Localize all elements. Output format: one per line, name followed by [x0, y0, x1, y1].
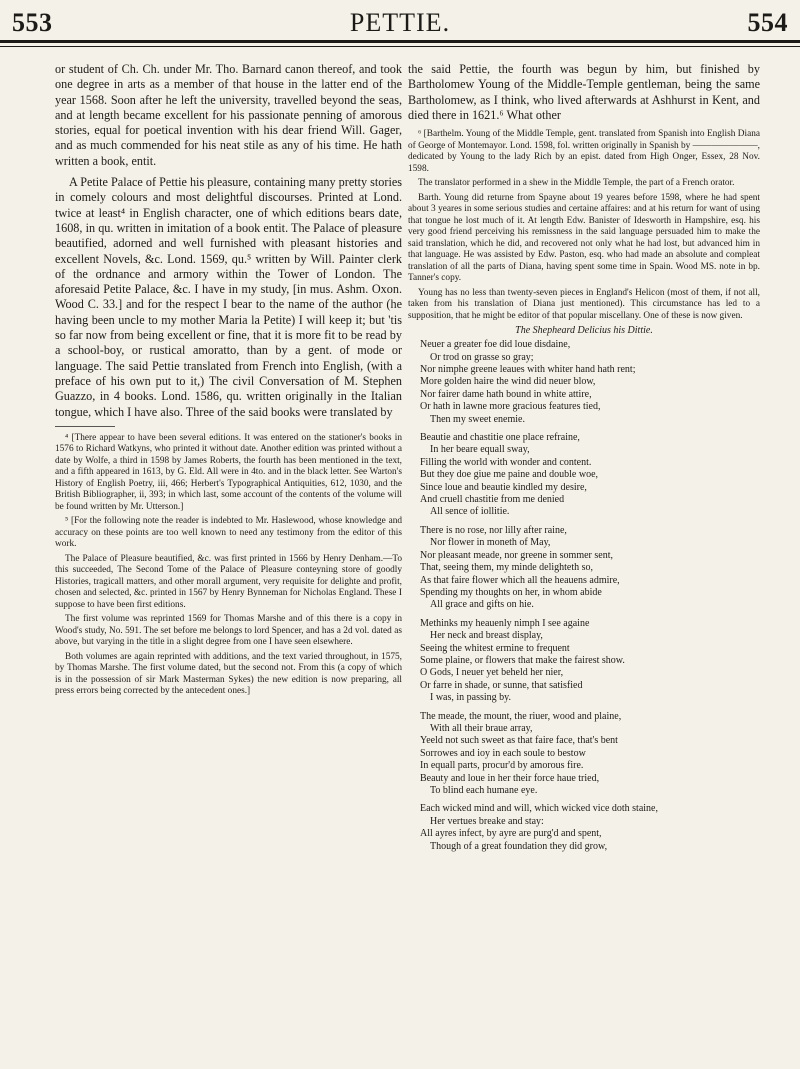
- poem-line: Then my sweet enemie.: [430, 413, 525, 425]
- poem-line: Sorrowes and ioy in each soule to bestow: [420, 747, 586, 759]
- header-rule: [0, 40, 800, 43]
- right-column: [408, 62, 760, 1062]
- page-number-left: 553: [12, 8, 53, 37]
- poem-line: In her beare equall sway,: [430, 444, 530, 456]
- poem-line: Or farre in shade, or sunne, that satisfied: [420, 679, 583, 691]
- poem-line: O Gods, I neuer yet beheld her nier,: [420, 667, 564, 679]
- poem-line: Filling the world with wonder and content.: [420, 456, 592, 468]
- poem-line: To blind each humane eye.: [430, 785, 538, 796]
- poem-stanza: [408, 711, 760, 798]
- footnote: The first volume was reprinted 1569 for Thomas Marshe and of this there is a copy in Wood's study, No. 591. The set before me belongs to lord Spencer, and has a 2d vol. dated as above, but varying in the title in a slight degree from one I have seen elsewhere.: [55, 614, 402, 648]
- poem-line: There is no rose, nor lilly after raine,: [420, 524, 567, 536]
- body-paragraph: the said Pettie, the fourth was begun by him, but finished by Bartholomew Young of the Middle-Temple gentleman, being the same Bartholomew, as I think, who lived afterwards at Ashhurst in Kent, and died there in 1621.⁶ What other: [408, 62, 760, 122]
- poem-line: Or hath in lawne more gracious features tied,: [420, 401, 601, 413]
- poem-line: But they doe giue me paine and double woe,: [420, 469, 599, 481]
- poem-stanza: [408, 432, 760, 519]
- poem-line: Some plaine, or flowers that make the fairest show.: [420, 654, 625, 666]
- poem-line: Beauty and loue in her their force haue tried,: [420, 772, 600, 784]
- poem-line: All ayres infect, by ayre are purg'd and spent,: [420, 828, 602, 840]
- header-rule-thin: [0, 46, 800, 47]
- footnote: The Palace of Pleasure beautified, &c. was first printed in 1566 by Henry Denham.—To this succeeded, The Second Tome of the Palace of Pleasure conteyning store of goodly Histories, tragicall matters, and other morall argument, very requisite for delighte and profit, chosen and selected, &c. printed in 1567 by Henry Bynneman for Nicholas England. These I suppose to have been first editions.: [55, 553, 402, 610]
- page-number-right: 554: [747, 8, 788, 37]
- poem-line: Beautie and chastitie one place refraine,: [420, 432, 580, 444]
- poem-line: All grace and gifts on hie.: [430, 599, 534, 611]
- poem-line: And cruell chastitie from me denied: [420, 494, 565, 506]
- page-header: [0, 0, 800, 54]
- poem-stanza: [408, 525, 760, 612]
- footnote: The translator performed in a shew in the Middle Temple, the part of a French orator.: [418, 178, 735, 189]
- footnote-divider: [55, 426, 115, 427]
- left-column: [55, 62, 402, 1062]
- poem-line: Her vertues breake and stay:: [430, 815, 544, 827]
- poem-line: As that faire flower which all the heauens admire,: [420, 574, 620, 586]
- poem-line: Or trod on grasse so gray;: [430, 351, 534, 363]
- poem-title: The Shepheard Delicius his Dittie.: [515, 325, 653, 337]
- footnote: ⁴ [There appear to have been several editions. It was entered on the stationer's books in 1576 to Richard Watkyns, who printed it without date. Another edition was printed without a date by Wolfe, a third in 1598 by James Roberts, the fourth has been mentioned in the text, and a fifth appeared in 1613, by G. Eld. All were in 4to. and in the black letter. See Warton's History of English Poetry, iii, 466; Herbert's Typographical Antiquities, 612, 1030, and the British Bibliographer, ii, 393; in which last, some account of the contents of the volume will be found written by Mr. Utterson.]: [55, 432, 402, 512]
- poem-line: In equall parts, procur'd by amorous fire.: [420, 760, 584, 772]
- poem-line: Yeeld not such sweet as that faire face, that's bent: [420, 735, 618, 747]
- poem-line: I was, in passing by.: [430, 692, 512, 704]
- footnote: Young has no less than twenty-seven pieces in England's Helicon (most of them, if not all, taken from his translation of Diana just mentioned). This circumstance has led to a supposition, that he might be editor of that popular miscellany. One of these is now given.: [408, 287, 760, 321]
- poem-stanza: [408, 618, 760, 705]
- poem-line: Seeing the whitest ermine to frequent: [420, 642, 570, 654]
- poem-stanza: [408, 803, 760, 853]
- poem-line: Each wicked mind and will, which wicked vice doth staine,: [420, 803, 658, 815]
- poem-line: Spending my thoughts on her, in whom abide: [420, 586, 602, 598]
- poem-line: Nor pleasant meade, nor greene in sommer sent,: [420, 549, 613, 561]
- poem-line: Methinks my heauenly nimph I see againe: [420, 617, 590, 629]
- poem-stanza: [408, 339, 760, 426]
- poem-line: Neuer a greater foe did loue disdaine,: [420, 339, 571, 351]
- footnote: ⁶ [Barthelm. Young of the Middle Temple, gent. translated from Spanish into English Diana of George of Montemayor. Lond. 1598, fol. written originally in Spanish by ———————, dedicated by Young to the lady Rich by an epist. dated from High Onger, Essex, 28 Nov. 1598.: [408, 129, 760, 174]
- poem-line: Nor nimphe greene leaues with whiter hand hath rent;: [420, 364, 636, 375]
- footnote: ⁵ [For the following note the reader is indebted to Mr. Haslewood, whose knowledge and accuracy on these points are too well known to need any testimony from the editor of this work.: [55, 516, 402, 550]
- footnote: Barth. Young did returne from Spayne about 19 yeares before 1598, where he had spent about 3 yeares in some serious studies and certaine affaires: and at his return for want of using that tongue he lost much of it. At length Edw. Banister of Idesworth in Hampshire, esq. his very good friend perceiving his remissness in the said language persuaded him to make the said translation, which he did, and recovered not only what he had lost, but advanced him in that language. He was assisted by Edw. Paston, esq. who had made an absolute and compleat translation of all the parts of Diana, having spent some time in Spain. Wood MS. note in bp. Tanner's copy.: [408, 192, 760, 284]
- footnote: Both volumes are again reprinted with additions, and the text varied throughout, in 1575, by Thomas Marshe. The first volume dated, but the second not. From this (a copy of which is in the possession of sir Mark Masterman Sykes) the new edition is now preparing, all press errors being corrected by the antecedent ones.]: [55, 651, 402, 697]
- poem-line: Since loue and beautie kindled my desire,: [420, 481, 587, 493]
- poem-line: Her neck and breast display,: [430, 630, 543, 642]
- poem-line: All sence of iollitie.: [430, 506, 510, 518]
- body-paragraph: A Petite Palace of Pettie his pleasure, containing many pretty stories in comely colours and most delightful discourses. Printed at Lond. twice at least⁴ in English character, one of which editions bears date, 1608, in qu. written in imitation of a book entit. The Palace of pleasure beautified, adorned and well furnished with pleasant histories and excellent Novels, &c. Lond. 1569, qu.⁵ written by Will. Painter clerk of the ordnance and armory within the Tower of London. The aforesaid Petite Palace, &c. I have in my study, [in mus. Ashm. Oxon. Wood C. 33.] and for the respect I bear to the name of the author (he having been uncle to my mother Maria la Petite) I will keep it; but 'tis so far now from being excellent or fine, that it is more fit to be read by a school-boy, or rustical amoratto, than by a gent. of mode or language. The said Pettie translated from French into English, (with a preface of his own put to it,) The civil Conversation of M. Stephen Guazzo, in 4 books. Lond. 1586, qu. written originally in the Italian tongue, which I have also. Three of the said books were translated by: [55, 175, 402, 419]
- poem-line: Nor fairer dame hath bound in white attire,: [420, 388, 592, 400]
- poem-line: More golden haire the wind did neuer blow,: [420, 376, 596, 388]
- poem-line: Though of a great foundation they did grow,: [430, 840, 608, 852]
- poem-line: Nor flower in moneth of May,: [430, 537, 551, 549]
- poem-line: That, seeing them, my minde delighteth so,: [420, 562, 594, 574]
- running-title: PETTIE.: [349, 8, 451, 37]
- poem-line: With all their braue array,: [430, 722, 533, 734]
- body-paragraph: or student of Ch. Ch. under Mr. Tho. Barnard canon thereof, and took one degree in arts as a member of that house in the latter end of the year 1568. Soon after he left the university, travelled beyond the seas, and at length became excellent for his passionate penning of amorous stories, equal for poetical invention with his dear friend Will. Gager, and as much commended for his neat stile as any of his time. He hath written a book, entit.: [55, 62, 402, 168]
- poem-line: The meade, the mount, the riuer, wood and plaine,: [420, 710, 622, 722]
